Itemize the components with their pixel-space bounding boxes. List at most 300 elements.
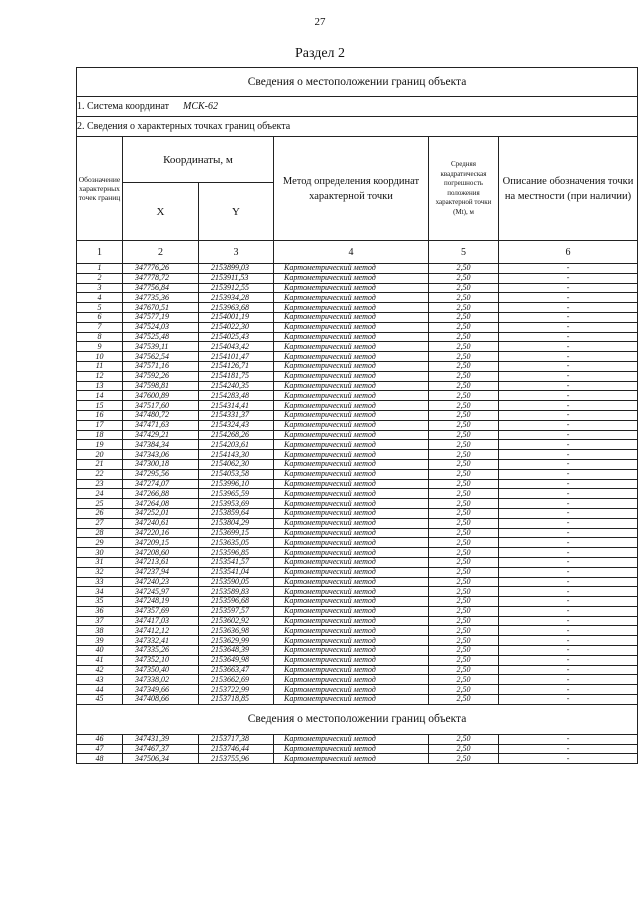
point-number: 35	[77, 597, 123, 607]
coord-y: 2153934,28	[199, 293, 274, 303]
description-cell: -	[499, 322, 638, 332]
point-number: 47	[77, 744, 123, 754]
accuracy-cell: 2,50	[429, 518, 499, 528]
method-cell: Картометрический метод	[274, 312, 429, 322]
method-cell: Картометрический метод	[274, 440, 429, 450]
coord-y: 2154283,48	[199, 391, 274, 401]
table-row	[77, 459, 638, 469]
description-cell: -	[499, 381, 638, 391]
method-cell: Картометрический метод	[274, 597, 429, 607]
point-number: 28	[77, 528, 123, 538]
method-cell: Картометрический метод	[274, 332, 429, 342]
coord-y: 2153602,92	[199, 616, 274, 626]
method-cell: Картометрический метод	[274, 342, 429, 352]
coord-y: 2153541,57	[199, 557, 274, 567]
table-row	[77, 273, 638, 283]
description-cell: -	[499, 597, 638, 607]
point-number: 1	[77, 264, 123, 274]
table-row	[77, 391, 638, 401]
coord-y: 2154001,19	[199, 312, 274, 322]
accuracy-cell: 2,50	[429, 342, 499, 352]
accuracy-cell: 2,50	[429, 440, 499, 450]
accuracy-cell: 2,50	[429, 410, 499, 420]
table-banner: Сведения о местоположении границ объекта	[77, 68, 638, 97]
coord-y: 2154314,41	[199, 401, 274, 411]
accuracy-cell: 2,50	[429, 499, 499, 509]
method-cell: Картометрический метод	[274, 606, 429, 616]
accuracy-cell: 2,50	[429, 381, 499, 391]
header-x: X	[123, 183, 199, 241]
method-cell: Картометрический метод	[274, 283, 429, 293]
coord-y: 2154126,71	[199, 361, 274, 371]
coord-x: 347525,48	[123, 332, 199, 342]
coord-y: 2153953,69	[199, 499, 274, 509]
accuracy-cell: 2,50	[429, 636, 499, 646]
accuracy-cell: 2,50	[429, 508, 499, 518]
column-number: 3	[199, 241, 274, 264]
coord-x: 347245,97	[123, 587, 199, 597]
description-cell: -	[499, 508, 638, 518]
description-cell: -	[499, 479, 638, 489]
accuracy-cell: 2,50	[429, 352, 499, 362]
description-cell: -	[499, 606, 638, 616]
coord-x: 347352,10	[123, 655, 199, 665]
accuracy-cell: 2,50	[429, 332, 499, 342]
description-cell: -	[499, 459, 638, 469]
description-cell: -	[499, 528, 638, 538]
point-number: 8	[77, 332, 123, 342]
page-number: 27	[314, 16, 326, 28]
method-cell: Картометрический метод	[274, 626, 429, 636]
coord-x: 347252,01	[123, 508, 199, 518]
accuracy-cell: 2,50	[429, 469, 499, 479]
accuracy-cell: 2,50	[429, 303, 499, 313]
coord-x: 347431,39	[123, 734, 199, 744]
coord-x: 347343,06	[123, 450, 199, 460]
point-number: 38	[77, 626, 123, 636]
coord-system-label: 1. Система координат	[77, 101, 170, 112]
table-row	[77, 489, 638, 499]
point-number: 46	[77, 734, 123, 744]
table-row	[77, 606, 638, 616]
accuracy-cell: 2,50	[429, 293, 499, 303]
point-number: 29	[77, 538, 123, 548]
method-cell: Картометрический метод	[274, 675, 429, 685]
point-number: 18	[77, 430, 123, 440]
method-cell: Картометрический метод	[274, 646, 429, 656]
accuracy-cell: 2,50	[429, 616, 499, 626]
coord-x: 347735,36	[123, 293, 199, 303]
method-cell: Картометрический метод	[274, 665, 429, 675]
table-row	[77, 538, 638, 548]
coord-x: 347577,19	[123, 312, 199, 322]
method-cell: Картометрический метод	[274, 528, 429, 538]
method-cell: Картометрический метод	[274, 655, 429, 665]
coord-x: 347208,60	[123, 548, 199, 558]
point-number: 15	[77, 401, 123, 411]
table-row	[77, 734, 638, 744]
coord-y: 2154101,47	[199, 352, 274, 362]
method-cell: Картометрический метод	[274, 548, 429, 558]
description-cell: -	[499, 303, 638, 313]
description-cell: -	[499, 430, 638, 440]
coord-y: 2153755,96	[199, 754, 274, 764]
description-cell: -	[499, 685, 638, 695]
coord-y: 2154043,42	[199, 342, 274, 352]
point-number: 13	[77, 381, 123, 391]
accuracy-cell: 2,50	[429, 626, 499, 636]
table-row	[77, 283, 638, 293]
coord-y: 2154143,30	[199, 450, 274, 460]
description-cell: -	[499, 646, 638, 656]
point-number: 31	[77, 557, 123, 567]
coord-x: 347237,94	[123, 567, 199, 577]
point-number: 42	[77, 665, 123, 675]
coord-x: 347562,54	[123, 352, 199, 362]
table-row	[77, 381, 638, 391]
column-number: 5	[429, 241, 499, 264]
accuracy-cell: 2,50	[429, 283, 499, 293]
boundary-points-table	[76, 67, 638, 764]
table-row	[77, 685, 638, 695]
coord-y: 2153859,64	[199, 508, 274, 518]
description-cell: -	[499, 401, 638, 411]
coord-x: 347357,69	[123, 606, 199, 616]
coord-x: 347274,07	[123, 479, 199, 489]
method-cell: Картометрический метод	[274, 352, 429, 362]
point-number: 37	[77, 616, 123, 626]
table-row	[77, 332, 638, 342]
table-row	[77, 597, 638, 607]
method-cell: Картометрический метод	[274, 557, 429, 567]
method-cell: Картометрический метод	[274, 450, 429, 460]
table-row	[77, 293, 638, 303]
method-cell: Картометрический метод	[274, 508, 429, 518]
table-row	[77, 420, 638, 430]
description-cell: -	[499, 548, 638, 558]
method-cell: Картометрический метод	[274, 479, 429, 489]
table-row	[77, 695, 638, 705]
description-cell: -	[499, 469, 638, 479]
section-title: Раздел 2	[294, 46, 346, 61]
accuracy-cell: 2,50	[429, 264, 499, 274]
coord-y: 2153541,04	[199, 567, 274, 577]
coord-x: 347778,72	[123, 273, 199, 283]
coord-y: 2153965,59	[199, 489, 274, 499]
accuracy-cell: 2,50	[429, 538, 499, 548]
description-cell: -	[499, 655, 638, 665]
table-row	[77, 469, 638, 479]
header-coords: Координаты, м	[123, 137, 274, 183]
accuracy-cell: 2,50	[429, 655, 499, 665]
coord-x: 347350,40	[123, 665, 199, 675]
description-cell: -	[499, 626, 638, 636]
method-cell: Картометрический метод	[274, 538, 429, 548]
method-cell: Картометрический метод	[274, 430, 429, 440]
coord-y: 2153899,03	[199, 264, 274, 274]
coord-x: 347266,88	[123, 489, 199, 499]
point-number: 44	[77, 685, 123, 695]
description-cell: -	[499, 391, 638, 401]
point-number: 4	[77, 293, 123, 303]
point-number: 30	[77, 548, 123, 558]
second-banner: Сведения о местоположении границ объекта	[77, 704, 638, 734]
description-cell: -	[499, 342, 638, 352]
coord-x: 347506,34	[123, 754, 199, 764]
accuracy-cell: 2,50	[429, 557, 499, 567]
method-cell: Картометрический метод	[274, 518, 429, 528]
coord-y: 2154240,35	[199, 381, 274, 391]
coord-x: 347349,66	[123, 685, 199, 695]
column-number-row	[77, 241, 638, 264]
point-number: 21	[77, 459, 123, 469]
coord-x: 347209,15	[123, 538, 199, 548]
method-cell: Картометрический метод	[274, 567, 429, 577]
coord-x: 347412,12	[123, 626, 199, 636]
table-row	[77, 312, 638, 322]
coord-y: 2153648,39	[199, 646, 274, 656]
coord-y: 2153596,68	[199, 597, 274, 607]
table-row	[77, 342, 638, 352]
table-row	[77, 744, 638, 754]
description-cell: -	[499, 538, 638, 548]
coord-y: 2153911,53	[199, 273, 274, 283]
coord-y: 2153963,68	[199, 303, 274, 313]
description-cell: -	[499, 567, 638, 577]
point-number: 5	[77, 303, 123, 313]
table-row	[77, 548, 638, 558]
coord-x: 347408,66	[123, 695, 199, 705]
accuracy-cell: 2,50	[429, 528, 499, 538]
header-point: Обозначение характерных точек границ	[77, 137, 123, 241]
coord-y: 2153746,44	[199, 744, 274, 754]
header-description: Описание обозначения точки на местности (при наличии)	[499, 137, 638, 241]
point-number: 36	[77, 606, 123, 616]
method-cell: Картометрический метод	[274, 499, 429, 509]
table-row	[77, 616, 638, 626]
point-number: 33	[77, 577, 123, 587]
coord-x: 347480,72	[123, 410, 199, 420]
description-cell: -	[499, 695, 638, 705]
accuracy-cell: 2,50	[429, 430, 499, 440]
accuracy-cell: 2,50	[429, 685, 499, 695]
coord-x: 347338,02	[123, 675, 199, 685]
coord-y: 2154053,58	[199, 469, 274, 479]
coord-x: 347384,34	[123, 440, 199, 450]
coord-y: 2153662,69	[199, 675, 274, 685]
description-cell: -	[499, 450, 638, 460]
points-caption: 2. Сведения о характерных точках границ объекта	[77, 117, 638, 137]
description-cell: -	[499, 312, 638, 322]
accuracy-cell: 2,50	[429, 479, 499, 489]
coord-x: 347332,41	[123, 636, 199, 646]
accuracy-cell: 2,50	[429, 744, 499, 754]
coord-x: 347670,51	[123, 303, 199, 313]
coord-y: 2153597,57	[199, 606, 274, 616]
coord-x: 347429,21	[123, 430, 199, 440]
coord-x: 347571,16	[123, 361, 199, 371]
point-number: 20	[77, 450, 123, 460]
description-cell: -	[499, 499, 638, 509]
method-cell: Картометрический метод	[274, 577, 429, 587]
table-row	[77, 646, 638, 656]
accuracy-cell: 2,50	[429, 567, 499, 577]
method-cell: Картометрический метод	[274, 616, 429, 626]
coord-x: 347240,23	[123, 577, 199, 587]
method-cell: Картометрический метод	[274, 685, 429, 695]
coord-y: 2154025,43	[199, 332, 274, 342]
point-number: 45	[77, 695, 123, 705]
point-number: 6	[77, 312, 123, 322]
table-row	[77, 528, 638, 538]
accuracy-cell: 2,50	[429, 450, 499, 460]
accuracy-cell: 2,50	[429, 597, 499, 607]
description-cell: -	[499, 616, 638, 626]
description-cell: -	[499, 734, 638, 744]
coord-x: 347264,08	[123, 499, 199, 509]
table-row	[77, 303, 638, 313]
table-row	[77, 626, 638, 636]
method-cell: Картометрический метод	[274, 489, 429, 499]
coord-y: 2153722,99	[199, 685, 274, 695]
accuracy-cell: 2,50	[429, 577, 499, 587]
coord-y: 2153629,99	[199, 636, 274, 646]
point-number: 14	[77, 391, 123, 401]
header-accuracy: Средняя квадратическая погрешность положения характерной точки (Mt), м	[429, 137, 499, 241]
coord-x: 347600,89	[123, 391, 199, 401]
table-row	[77, 361, 638, 371]
table-row	[77, 430, 638, 440]
method-cell: Картометрический метод	[274, 469, 429, 479]
accuracy-cell: 2,50	[429, 675, 499, 685]
coord-y: 2154331,37	[199, 410, 274, 420]
description-cell: -	[499, 489, 638, 499]
coord-x: 347295,56	[123, 469, 199, 479]
point-number: 10	[77, 352, 123, 362]
coord-y: 2154268,26	[199, 430, 274, 440]
description-cell: -	[499, 675, 638, 685]
accuracy-cell: 2,50	[429, 273, 499, 283]
description-cell: -	[499, 754, 638, 764]
coord-y: 2154062,30	[199, 459, 274, 469]
accuracy-cell: 2,50	[429, 695, 499, 705]
point-number: 11	[77, 361, 123, 371]
description-cell: -	[499, 361, 638, 371]
point-number: 48	[77, 754, 123, 764]
method-cell: Картометрический метод	[274, 695, 429, 705]
accuracy-cell: 2,50	[429, 734, 499, 744]
accuracy-cell: 2,50	[429, 665, 499, 675]
point-number: 7	[77, 322, 123, 332]
point-number: 26	[77, 508, 123, 518]
description-cell: -	[499, 264, 638, 274]
table-row	[77, 577, 638, 587]
description-cell: -	[499, 410, 638, 420]
coord-x: 347467,37	[123, 744, 199, 754]
point-number: 19	[77, 440, 123, 450]
point-number: 27	[77, 518, 123, 528]
coord-x: 347248,19	[123, 597, 199, 607]
point-number: 9	[77, 342, 123, 352]
coord-x: 347756,84	[123, 283, 199, 293]
coord-y: 2153589,83	[199, 587, 274, 597]
coord-x: 347417,03	[123, 616, 199, 626]
method-cell: Картометрический метод	[274, 734, 429, 744]
description-cell: -	[499, 371, 638, 381]
coord-system-value: МСК-62	[183, 101, 219, 112]
method-cell: Картометрический метод	[274, 410, 429, 420]
point-number: 32	[77, 567, 123, 577]
description-cell: -	[499, 587, 638, 597]
table-row	[77, 352, 638, 362]
table-row	[77, 665, 638, 675]
method-cell: Картометрический метод	[274, 391, 429, 401]
accuracy-cell: 2,50	[429, 371, 499, 381]
method-cell: Картометрический метод	[274, 587, 429, 597]
point-number: 12	[77, 371, 123, 381]
table-row	[77, 587, 638, 597]
coord-y: 2154203,61	[199, 440, 274, 450]
coord-y: 2153718,85	[199, 695, 274, 705]
description-cell: -	[499, 352, 638, 362]
description-cell: -	[499, 577, 638, 587]
point-number: 24	[77, 489, 123, 499]
table-row	[77, 264, 638, 274]
coord-x: 347240,61	[123, 518, 199, 528]
point-number: 40	[77, 646, 123, 656]
accuracy-cell: 2,50	[429, 587, 499, 597]
description-cell: -	[499, 744, 638, 754]
method-cell: Картометрический метод	[274, 322, 429, 332]
table-row	[77, 479, 638, 489]
table-row	[77, 371, 638, 381]
point-number: 43	[77, 675, 123, 685]
method-cell: Картометрический метод	[274, 273, 429, 283]
accuracy-cell: 2,50	[429, 361, 499, 371]
point-number: 22	[77, 469, 123, 479]
coord-y: 2154022,30	[199, 322, 274, 332]
method-cell: Картометрический метод	[274, 381, 429, 391]
coord-x: 347598,81	[123, 381, 199, 391]
accuracy-cell: 2,50	[429, 489, 499, 499]
table-row	[77, 508, 638, 518]
description-cell: -	[499, 332, 638, 342]
table-row	[77, 322, 638, 332]
method-cell: Картометрический метод	[274, 361, 429, 371]
description-cell: -	[499, 420, 638, 430]
accuracy-cell: 2,50	[429, 401, 499, 411]
coord-system-row	[77, 97, 638, 117]
coord-y: 2153649,98	[199, 655, 274, 665]
coord-y: 2154324,43	[199, 420, 274, 430]
column-number: 2	[123, 241, 199, 264]
column-number: 4	[274, 241, 429, 264]
description-cell: -	[499, 293, 638, 303]
table-row	[77, 567, 638, 577]
method-cell: Картометрический метод	[274, 636, 429, 646]
point-number: 17	[77, 420, 123, 430]
coord-x: 347335,26	[123, 646, 199, 656]
coord-y: 2153699,15	[199, 528, 274, 538]
coord-y: 2153996,10	[199, 479, 274, 489]
description-cell: -	[499, 283, 638, 293]
coord-y: 2153636,98	[199, 626, 274, 636]
coord-y: 2153635,05	[199, 538, 274, 548]
coord-x: 347592,26	[123, 371, 199, 381]
point-number: 41	[77, 655, 123, 665]
coord-y: 2153717,38	[199, 734, 274, 744]
table-row	[77, 518, 638, 528]
